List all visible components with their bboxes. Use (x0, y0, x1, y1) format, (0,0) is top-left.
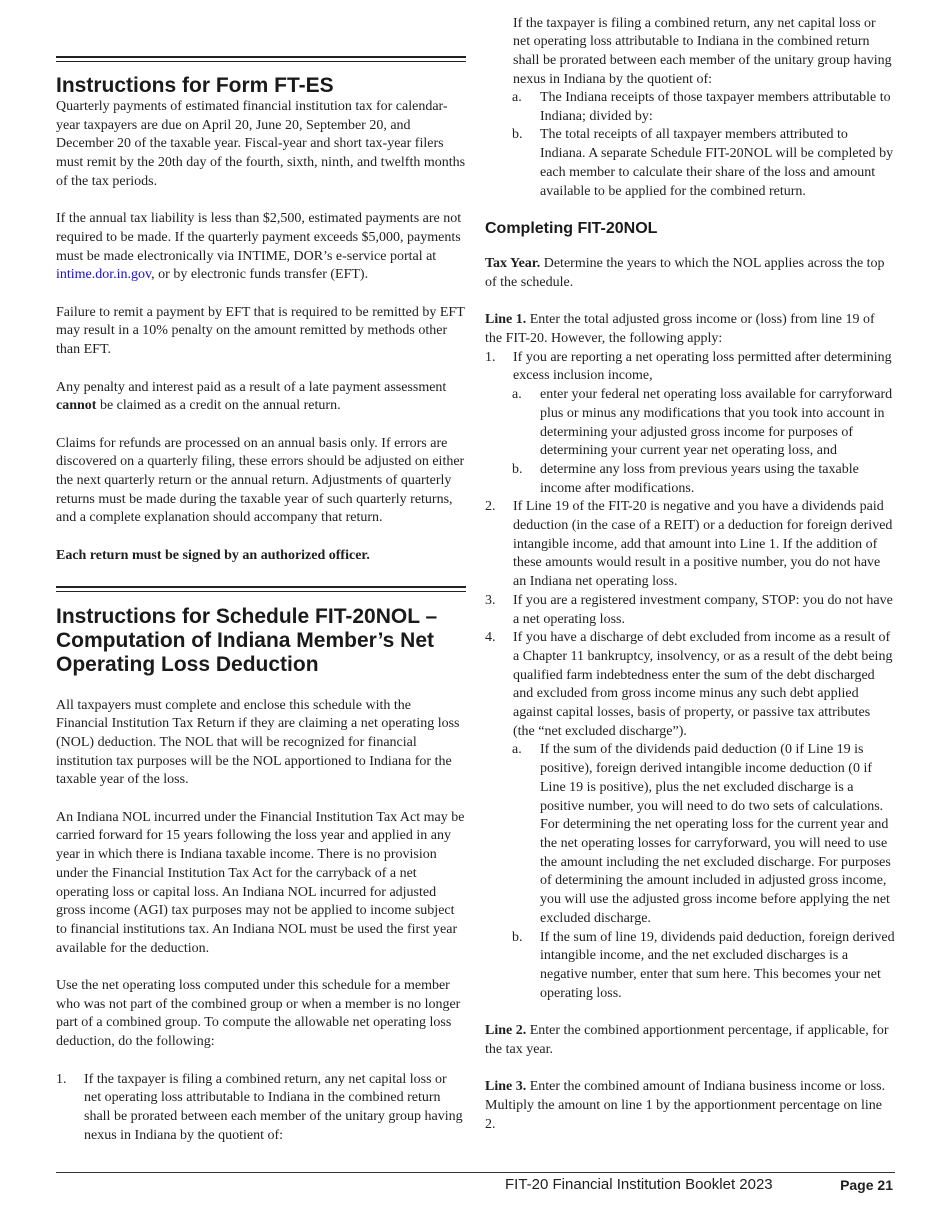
right-column (485, 15, 895, 1134)
list-item: 3. If you are a registered investment company, STOP: you do not have a net operating loss. (485, 592, 893, 627)
section-title-ftes: Instructions for Form FT-ES (56, 74, 334, 97)
list-item: 1. If you are reporting a net operating loss permitted after determining excess inclusion income, (485, 349, 892, 384)
list-item: b. determine any loss from previous years using the taxable income after modifications. (512, 461, 859, 496)
list-item: a. If the sum of the dividends paid deduction (0 if Line 19 is positive), foreign derived intangible income deduction (0 if Line 19 is positive), plus the net excluded discharge is a positive number, you will need to do two sets of calculations. For determining the net operating loss for the current year and the net operating losses for carryforward, you will need to use the amount including the net excluded discharge. For purposes of determining the amount included in adjusted gross income, you will use the adjusted gross income before applying the net excluded discharge. (512, 742, 891, 926)
page-number: Page 21 (840, 1177, 893, 1193)
ftes-paragraph-4: Any penalty and interest paid as a result of a late payment assessment cannot be claimed as a credit on the annual return. (56, 379, 447, 414)
intime-link[interactable]: intime.dor.in.gov (56, 267, 152, 283)
line1-paragraph: Line 1. Enter the total adjusted gross income or (loss) from line 19 of the FIT-20. However, the following apply: (485, 312, 875, 347)
list-item: 2. If Line 19 of the FIT-20 is negative and you have a dividends paid deduction (in the case of a REIT) or a deduction for foreign derived intangible income, add that amount into Line 1. If the addition of these amounts would result in a positive number, you do not have an Indiana net operating loss. (485, 499, 893, 590)
tax-year-paragraph: Tax Year. Determine the years to which the NOL applies across the top of the schedule. (485, 256, 885, 290)
page-footer (505, 1176, 895, 1196)
left-column (56, 0, 466, 1143)
nol-paragraph-2: An Indiana NOL incurred under the Financial Institution Tax Act may be carried forward for 15 years following the loss year and applied in any year in which there is Indiana taxable income. There is no provision under the Financial Institution Tax Act for the carryback of a net operating loss or capital loss. An Indiana NOL incurred for adjusted gross income (AGI) tax purposes may not be applied to income subject to financial institutions tax. An Indiana NOL must be used the first year available for the deduction. (56, 809, 465, 956)
list-item: a. The Indiana receipts of those taxpayer members attributable to Indiana; divided by: (512, 90, 891, 124)
ftes-paragraph-3: Failure to remit a payment by EFT that is required to be remitted by EFT may result in a 10% penalty on the amount remitted by methods other than EFT. (56, 304, 465, 358)
line2-paragraph: Line 2. Enter the combined apportionment percentage, if applicable, for the tax year. (485, 1023, 889, 1057)
ftes-paragraph-1: Quarterly payments of estimated financial institution tax for calendar-year taxpayers are due on April 20, June 20, September 20, and December 20 of the taxable year. Fiscal-year and short tax-year filers must remit by the 20th day of the fourth, sixth, ninth, and twelfth months of the tax periods. (56, 99, 466, 189)
nol-paragraph-3: Use the net operating loss computed under this schedule for a member who was not part of the combined group or when a member is no longer part of a combined group. To compute the allowable net operating loss deduction, do the following: (56, 978, 461, 1050)
list-item: b. If the sum of line 19, dividends paid deduction, foreign derived intangible income, and the net excluded discharges is a negative number, enter that sum here. This becomes your net operating loss. (512, 929, 895, 1001)
list-item: 1. If the taxpayer is filing a combined return, any net capital loss or net operating loss attributable to Indiana in the combined return shall be prorated between each member of the unitary group having nexus in Indiana by the quotient of: (56, 1071, 463, 1143)
booklet-title: FIT-20 Financial Institution Booklet 2023 (505, 1176, 773, 1193)
section-divider (56, 586, 466, 592)
list-item-continuation: If the taxpayer is filing a combined return, any net capital loss or net operating loss attributable to Indiana in the combined return shall be prorated between each member of the unitary group having nexus in Indiana by the quotient of: (513, 15, 892, 87)
list-item: b. The total receipts of all taxpayer members attributed to Indiana. A separate Schedule FIT-20NOL will be completed by each member to calculate their share of the loss and amount available to be applied for the combined return. (512, 127, 894, 199)
section-title-nol: Instructions for Schedule FIT-20NOL – Computation of Indiana Member’s Net Operating Loss Deduction (56, 604, 438, 676)
line3-paragraph: Line 3. Enter the combined amount of Indiana business income or loss. Multiply the amount on line 1 by the apportionment percentage on line 2. (485, 1079, 886, 1132)
ftes-paragraph-5: Claims for refunds are processed on an annual basis only. If errors are discovered on a quarterly filing, these errors should be adjusted on either the next quarterly return or the annual return. Adjustments of quarterly returns must be made during the taxable year of such quarterly returns, and a complete explanation should accompany that return. (56, 435, 465, 526)
list-item: 4. If you have a discharge of debt excluded from income as a result of a Chapter 11 bankruptcy, insolvency, or as a result of the debt being qualified farm indebtedness enter the sum of the debt discharged and excluded from gross income minus any such debt applied against capital losses, basis of property, or passive tax attributes (the “net excluded discharge”). (485, 630, 893, 739)
list-item: a. enter your federal net operating loss available for carryforward plus or minus any modifications that you took into account in determining your adjusted gross income for purposes of determining your current year net operating loss, and (512, 387, 893, 459)
nol-paragraph-1: All taxpayers must complete and enclose this schedule with the Financial Institution Tax Return if they are claiming a net operating loss (NOL) deduction. The NOL that will be recognized for financial institution tax purposes will be the NOL apportioned to Indiana for the taxable year of the loss. (56, 697, 460, 788)
section-divider (56, 56, 466, 62)
ftes-signature-note: Each return must be signed by an authorized officer. (56, 547, 370, 563)
ftes-paragraph-2: If the annual tax liability is less than $2,500, estimated payments are not required to be made. If the quarterly payment exceeds $5,000, payments must be made electronically via INTIME, DOR’s e-service portal at intime.dor.in.gov, or by electronic funds transfer (EFT). (56, 211, 462, 283)
footer-rule (56, 1172, 895, 1173)
section-title-completing: Completing FIT-20NOL (485, 220, 658, 238)
